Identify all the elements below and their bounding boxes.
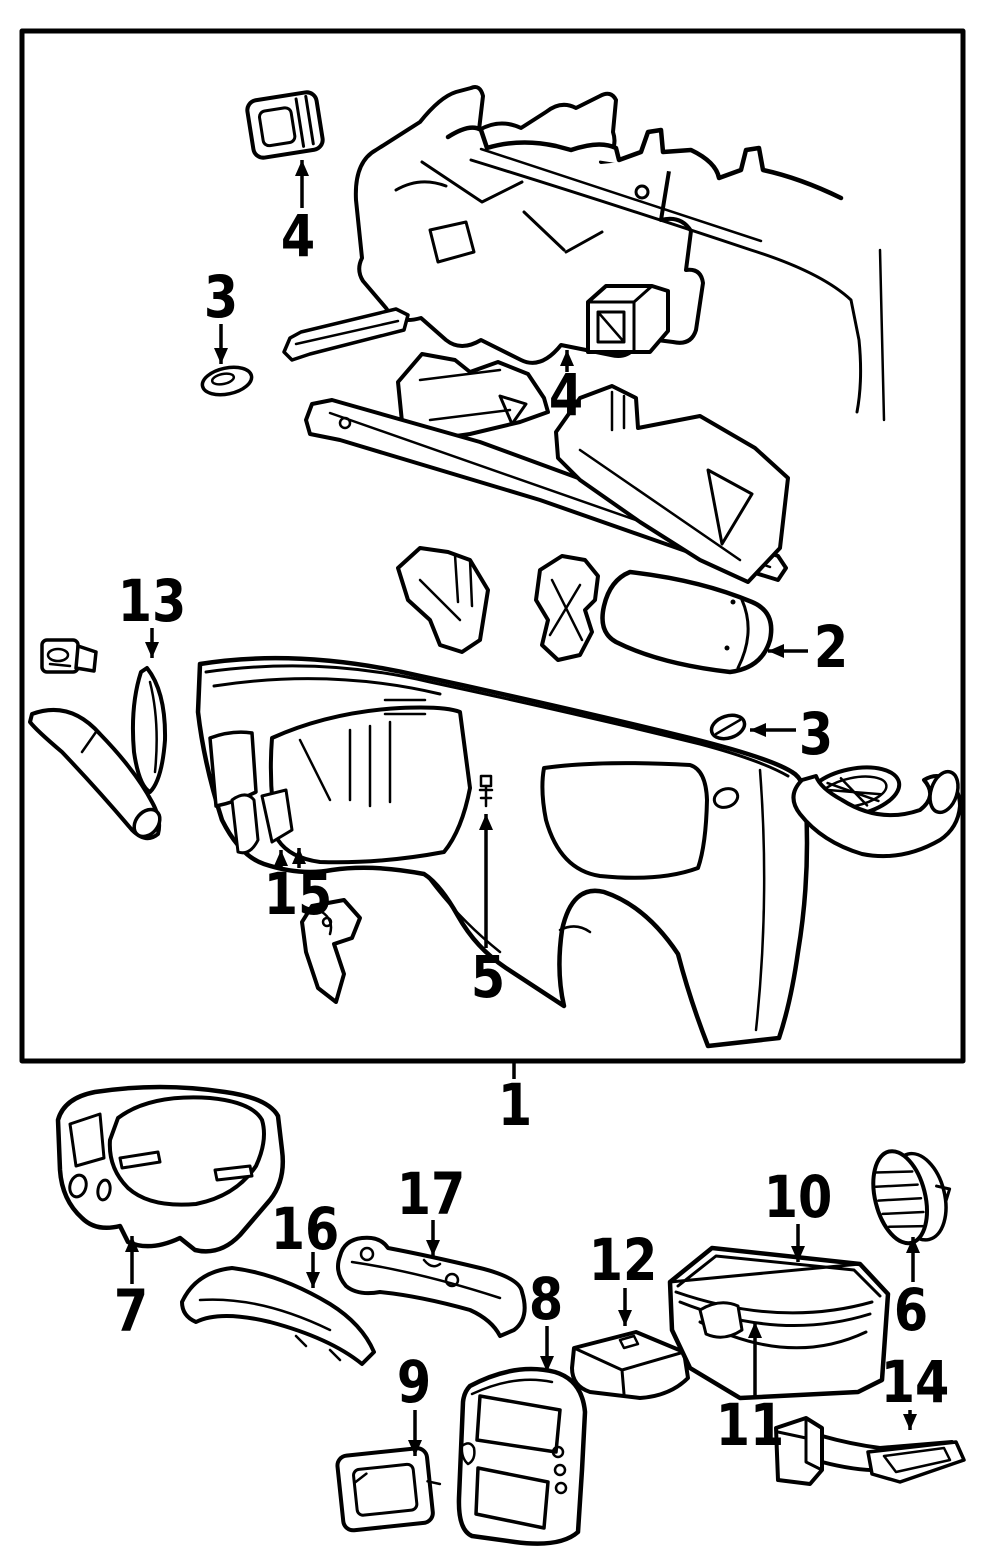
callout-15-label: 15 bbox=[263, 860, 333, 929]
part-screw-grommet-lower bbox=[708, 711, 747, 742]
callout-4-switch bbox=[549, 350, 583, 429]
callout-11-label: 11 bbox=[715, 1391, 785, 1460]
part-floor-duct-14 bbox=[776, 1418, 964, 1484]
callout-2-label: 2 bbox=[813, 613, 849, 682]
part-pillar-trim-13 bbox=[133, 668, 165, 792]
callout-8 bbox=[529, 1265, 563, 1372]
callout-13-label: 13 bbox=[117, 567, 187, 636]
callout-4-switch-label: 4 bbox=[548, 361, 584, 430]
part-cluster-bezel-7 bbox=[58, 1087, 283, 1251]
part-finish-gasket-9 bbox=[336, 1446, 443, 1531]
callout-4-vent-upper-label: 4 bbox=[280, 202, 316, 271]
callout-1 bbox=[498, 1062, 532, 1139]
callout-4-vent-upper bbox=[281, 160, 315, 270]
callout-16 bbox=[271, 1195, 340, 1288]
callout-7-label: 7 bbox=[113, 1277, 149, 1346]
callout-6 bbox=[894, 1237, 928, 1344]
callout-3-clip-upper bbox=[204, 263, 238, 364]
part-speaker-grille-6 bbox=[865, 1140, 961, 1250]
callout-9-label: 9 bbox=[396, 1348, 432, 1417]
callout-17 bbox=[397, 1160, 466, 1256]
part-passenger-airbag-module bbox=[603, 572, 772, 672]
callout-10 bbox=[764, 1163, 833, 1262]
part-airbag-mount-bracket bbox=[536, 556, 598, 660]
callout-14 bbox=[881, 1348, 950, 1430]
callout-13 bbox=[118, 567, 187, 658]
callout-14-label: 14 bbox=[880, 1348, 950, 1417]
callout-7 bbox=[114, 1236, 148, 1345]
callout-16-label: 16 bbox=[270, 1195, 340, 1264]
callout-6-label: 6 bbox=[893, 1276, 929, 1345]
callout-12-label: 12 bbox=[588, 1226, 658, 1295]
callout-17-label: 17 bbox=[396, 1160, 466, 1229]
part-sensor-module bbox=[42, 640, 96, 672]
callout-5-label: 5 bbox=[470, 943, 506, 1012]
part-switch-housing bbox=[588, 286, 668, 352]
callout-9 bbox=[397, 1348, 431, 1456]
part-center-stack-bezel-8 bbox=[459, 1369, 585, 1544]
part-utility-tray-12 bbox=[572, 1332, 688, 1398]
part-column-support-bracket bbox=[398, 548, 488, 652]
part-right-triangle-brace bbox=[556, 386, 788, 582]
callout-3-clip-upper-label: 3 bbox=[203, 263, 239, 332]
callout-12 bbox=[589, 1226, 658, 1326]
callout-1-label: 1 bbox=[497, 1071, 533, 1140]
callout-10-label: 10 bbox=[763, 1163, 833, 1232]
callout-2 bbox=[768, 613, 848, 681]
part-glove-box-10 bbox=[670, 1248, 888, 1398]
callout-3-clip-lower-label: 3 bbox=[798, 700, 834, 769]
callout-8-label: 8 bbox=[528, 1265, 564, 1334]
part-brace-strip bbox=[284, 309, 408, 360]
part-screw-grommet-upper bbox=[200, 363, 254, 399]
part-demister-vent-upper bbox=[246, 91, 324, 159]
callout-15 bbox=[264, 848, 333, 928]
